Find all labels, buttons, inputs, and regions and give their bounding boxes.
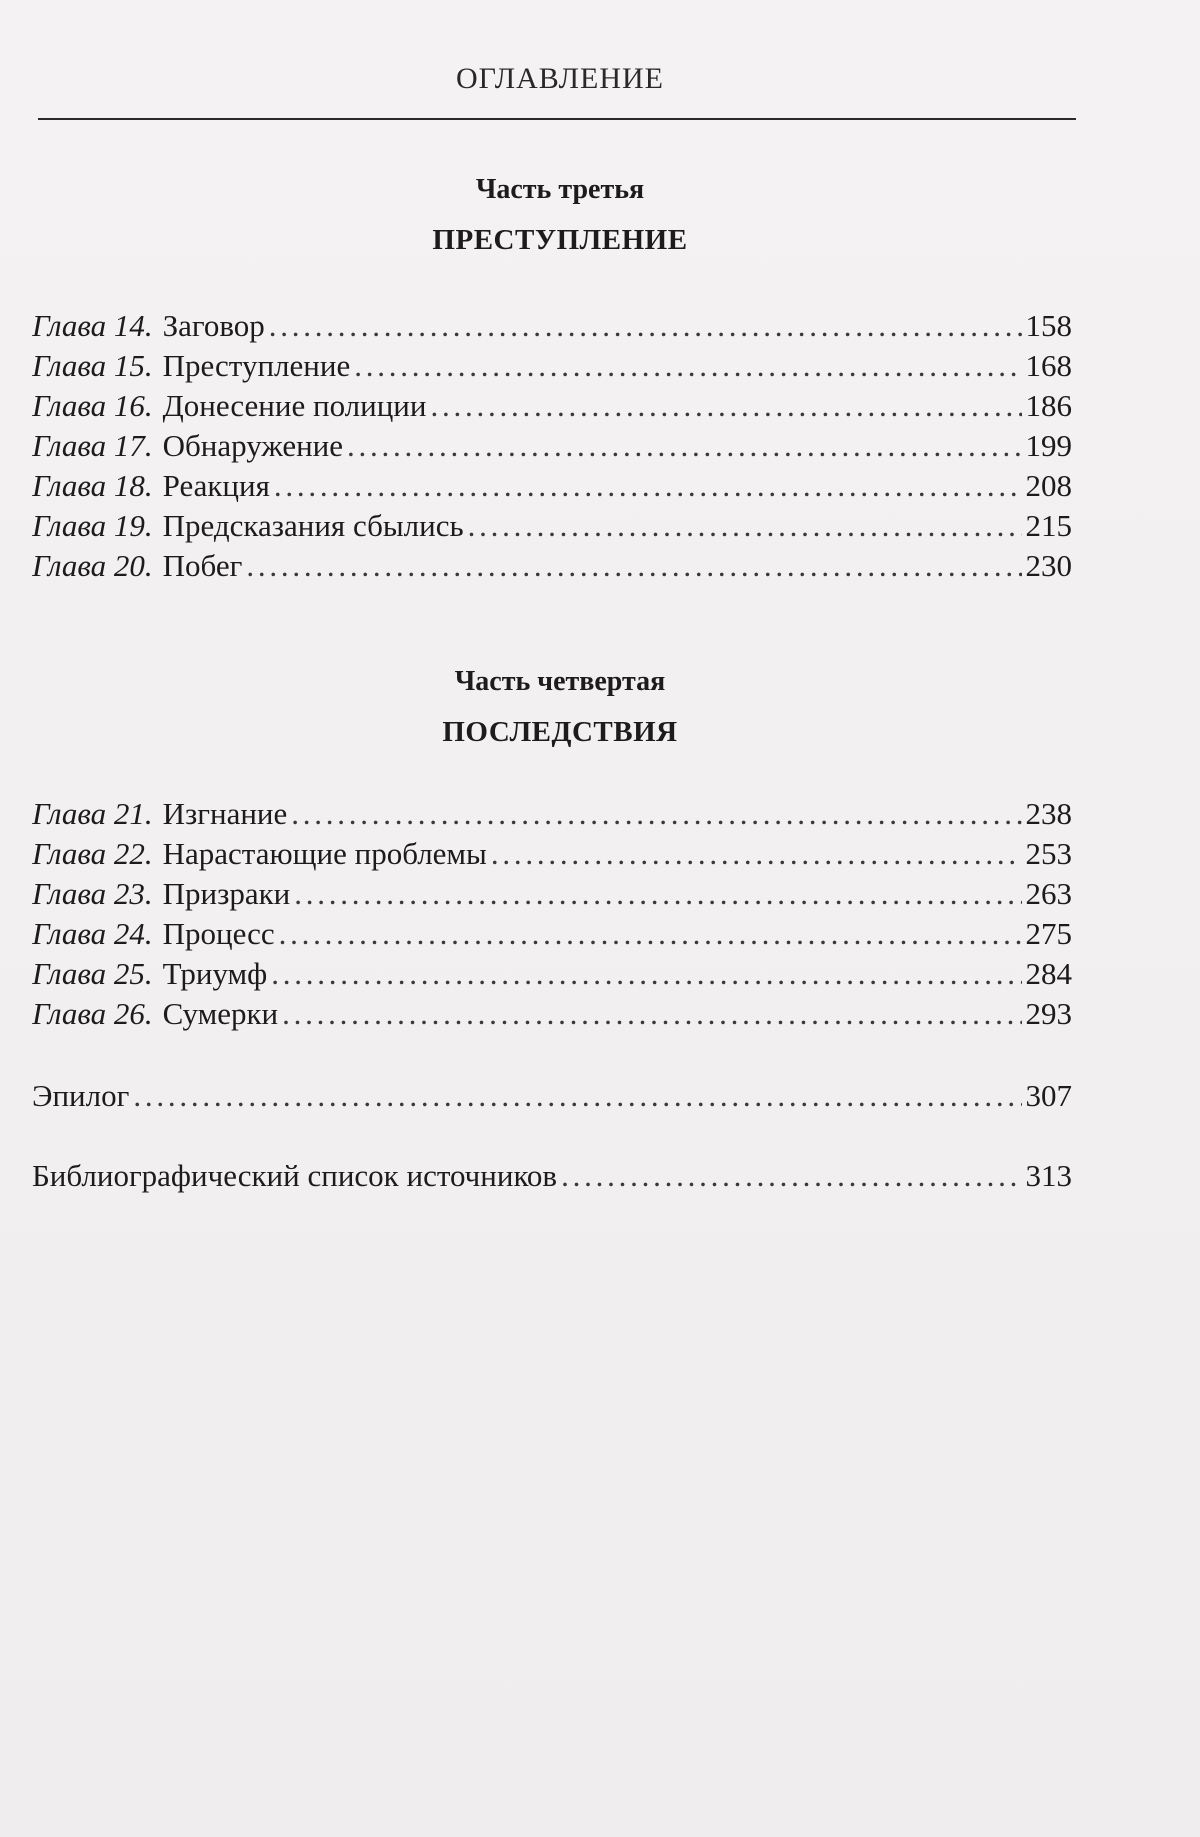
page-number: 284 xyxy=(1025,956,1072,991)
toc-entry[interactable] xyxy=(32,386,1072,426)
chapter-number: Глава 15. xyxy=(32,348,153,383)
part-title: ПОСЛЕДСТВИЯ xyxy=(442,716,678,748)
chapter-number: Глава 25. xyxy=(32,956,153,991)
toc-entry[interactable] xyxy=(32,914,1072,954)
toc-entry[interactable] xyxy=(32,834,1072,874)
dot-leader xyxy=(491,834,1022,874)
running-head: ОГЛАВЛЕНИЕ xyxy=(456,62,664,95)
toc-entry[interactable] xyxy=(32,466,1072,506)
part-four-heading xyxy=(0,662,1120,752)
section-title: Библиографический список источников xyxy=(32,1158,558,1193)
header-rule xyxy=(38,118,1076,120)
dot-leader xyxy=(431,386,1022,426)
chapter-number: Глава 24. xyxy=(32,916,153,951)
page-number: 253 xyxy=(1025,836,1072,871)
dot-leader xyxy=(468,506,1022,546)
chapter-number: Глава 18. xyxy=(32,468,153,503)
chapter-title: Триумф xyxy=(162,956,268,991)
toc-part-four xyxy=(32,794,1072,1034)
dot-leader xyxy=(561,1156,1021,1196)
chapter-number: Глава 17. xyxy=(32,428,153,463)
toc-part-three xyxy=(32,306,1072,586)
section-title: Эпилог xyxy=(32,1078,130,1113)
dot-leader xyxy=(269,306,1022,346)
dot-leader xyxy=(347,426,1021,466)
page-number: 307 xyxy=(1025,1078,1072,1113)
chapter-number: Глава 14. xyxy=(32,308,153,343)
page-number: 208 xyxy=(1025,468,1072,503)
page-number: 158 xyxy=(1025,308,1072,343)
chapter-number: Глава 21. xyxy=(32,796,153,831)
page-number: 215 xyxy=(1025,508,1072,543)
chapter-number: Глава 23. xyxy=(32,876,153,911)
toc-epilogue xyxy=(32,1076,1072,1116)
toc-entry[interactable] xyxy=(32,874,1072,914)
chapter-number: Глава 22. xyxy=(32,836,153,871)
dot-leader xyxy=(274,466,1022,506)
toc-entry[interactable] xyxy=(32,426,1072,466)
toc-entry[interactable] xyxy=(32,546,1072,586)
page-number: 263 xyxy=(1025,876,1072,911)
dot-leader xyxy=(282,994,1021,1034)
chapter-title: Нарастающие проблемы xyxy=(162,836,487,871)
dot-leader xyxy=(271,954,1021,994)
part-three-heading xyxy=(0,170,1120,260)
dot-leader xyxy=(354,346,1021,386)
chapter-title: Реакция xyxy=(162,468,270,503)
page-number: 199 xyxy=(1025,428,1072,463)
chapter-title: Предсказания сбылись xyxy=(162,508,464,543)
part-title: ПРЕСТУПЛЕНИЕ xyxy=(432,224,688,256)
chapter-number: Глава 19. xyxy=(32,508,153,543)
page-number: 186 xyxy=(1025,388,1072,423)
dot-leader xyxy=(246,546,1021,586)
toc-entry[interactable] xyxy=(32,346,1072,386)
page-number: 293 xyxy=(1025,996,1072,1031)
chapter-title: Обнаружение xyxy=(162,428,344,463)
toc-entry[interactable] xyxy=(32,1076,1072,1116)
page-number: 230 xyxy=(1025,548,1072,583)
chapter-title: Изгнание xyxy=(162,796,288,831)
page-number: 168 xyxy=(1025,348,1072,383)
chapter-number: Глава 20. xyxy=(32,548,153,583)
toc-entry[interactable] xyxy=(32,306,1072,346)
toc-entry[interactable] xyxy=(32,506,1072,546)
toc-entry[interactable] xyxy=(32,994,1072,1034)
dot-leader xyxy=(133,1076,1021,1116)
part-label: Часть четвертая xyxy=(454,666,666,697)
chapter-title: Преступление xyxy=(162,348,351,383)
chapter-title: Призраки xyxy=(162,876,291,911)
dot-leader xyxy=(279,914,1022,954)
dot-leader xyxy=(291,794,1021,834)
page-number: 275 xyxy=(1025,916,1072,951)
toc-entry[interactable] xyxy=(32,1156,1072,1196)
chapter-number: Глава 16. xyxy=(32,388,153,423)
toc-bibliography xyxy=(32,1156,1072,1196)
toc-entry[interactable] xyxy=(32,954,1072,994)
part-label: Часть третья xyxy=(475,174,645,205)
page-number: 238 xyxy=(1025,796,1072,831)
chapter-title: Процесс xyxy=(162,916,275,951)
chapter-title: Донесение полиции xyxy=(162,388,427,423)
chapter-number: Глава 26. xyxy=(32,996,153,1031)
chapter-title: Сумерки xyxy=(162,996,279,1031)
page-number: 313 xyxy=(1025,1158,1072,1193)
chapter-title: Заговор xyxy=(162,308,265,343)
chapter-title: Побег xyxy=(162,548,243,583)
toc-entry[interactable] xyxy=(32,794,1072,834)
dot-leader xyxy=(294,874,1021,914)
